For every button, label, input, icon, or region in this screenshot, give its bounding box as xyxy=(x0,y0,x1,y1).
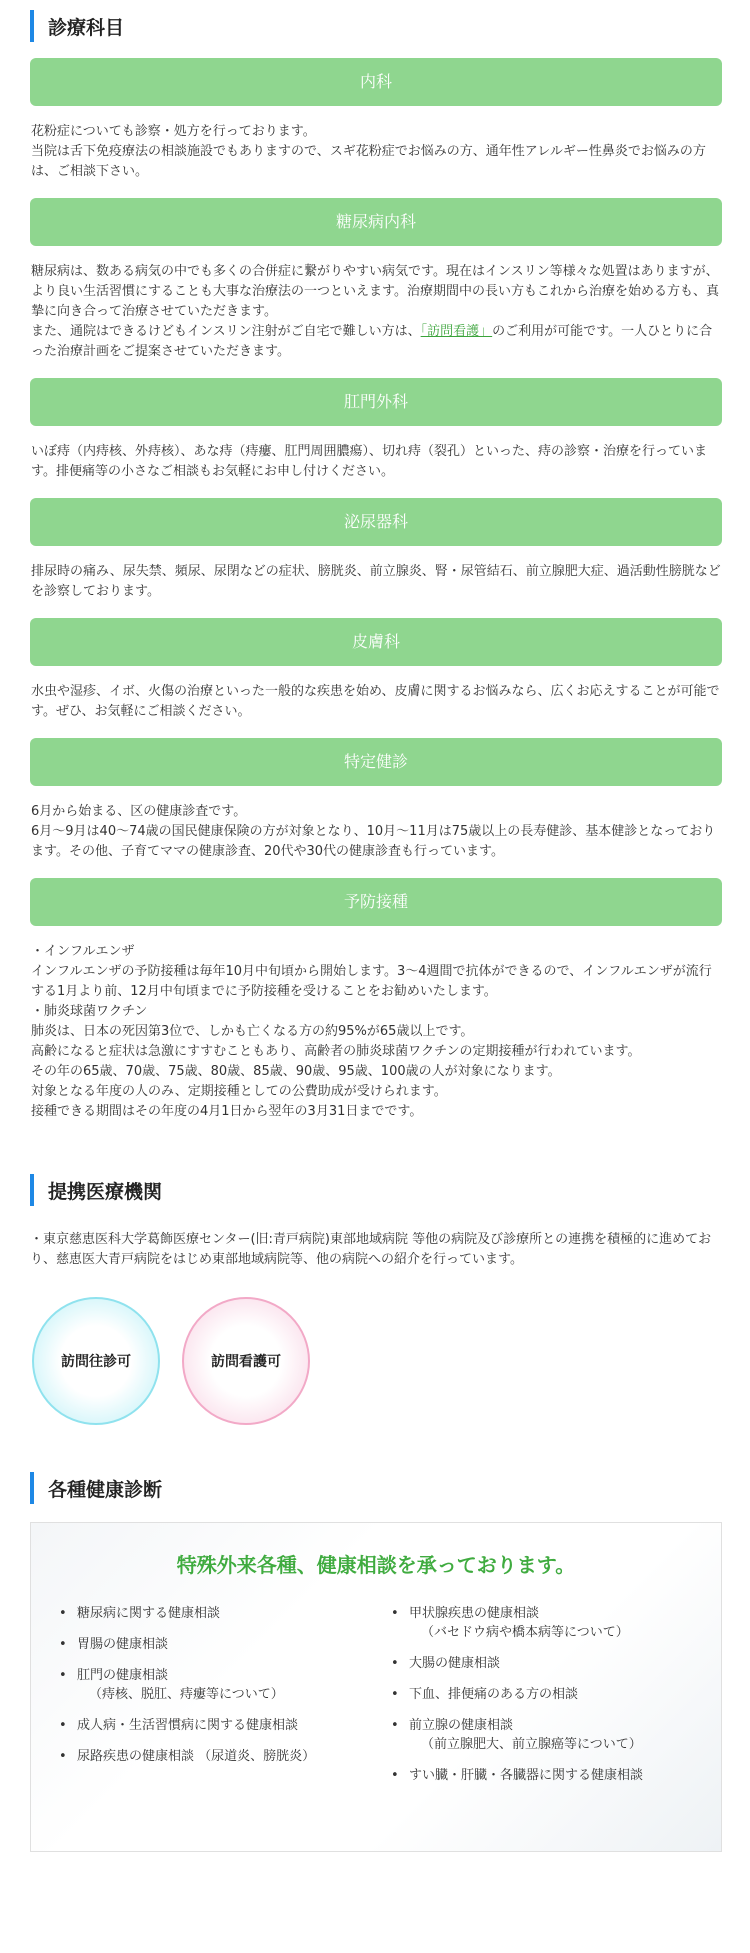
home-visit-badge-label: 訪問往診可 xyxy=(61,1354,131,1370)
dept-desc-line: 肺炎は、日本の死因第3位で、しかも亡くなる方の約95%が65歳以上です。 xyxy=(31,1024,474,1039)
dept-desc-line: 水虫や湿疹、イボ、火傷の治療といった一般的な疾患を始め、皮膚に関するお悩みなら、広くお応えすることが可能です。ぜひ、お気軽にご相談ください。 xyxy=(31,684,720,719)
dept-bar-proctology: 肛門外科 xyxy=(30,378,722,426)
dept-desc-line: 接種できる期間はその年度の4月1日から翌年の3月31日までです。 xyxy=(31,1104,423,1119)
list-item xyxy=(57,1635,389,1654)
checkup-column-left xyxy=(57,1604,389,1797)
checkup-columns xyxy=(31,1604,721,1797)
dept-desc-line: ・インフルエンザ xyxy=(31,944,135,959)
list-item-text: 前立腺の健康相談 xyxy=(409,1718,514,1733)
section-heading-departments: 診療科目 xyxy=(30,10,722,42)
dept-desc-line: 糖尿病は、数ある病気の中でも多くの合併症に繋がりやすい病気です。現在はインスリン等様々な処置はありますが、より良い生活習慣にすることも大事な治療法の一つといえます。治療期間中の長い方もこれから治療を始める方も、真摯に向き合って治療させていただきます。 xyxy=(31,264,719,319)
list-item xyxy=(57,1747,389,1766)
checkup-list-left xyxy=(57,1604,389,1766)
page xyxy=(0,10,750,1953)
home-nursing-badge-label: 訪問看護可 xyxy=(211,1354,281,1370)
list-item-text: 甲状腺疾患の健康相談 xyxy=(409,1606,540,1621)
dept-desc-line: 6月から始まる、区の健康診査です。 xyxy=(31,804,247,819)
dept-desc-line: 高齢になると症状は急激にすすむこともあり、高齢者の肺炎球菌ワクチンの定期接種が行われています。 xyxy=(31,1044,641,1059)
dept-desc-line: インフルエンザの予防接種は毎年10月中旬頃から開始します。3〜4週間で抗体ができるので、インフルエンザが流行する1月より前、12月中旬頃までに予防接種を受けることをお勧めいたします。 xyxy=(31,964,712,999)
list-item-sub: （前立腺肥大、前立腺癌等について） xyxy=(421,1737,642,1752)
checkup-column-right xyxy=(389,1604,721,1797)
list-item-text: 糖尿病に関する健康相談 xyxy=(77,1606,221,1621)
dept-desc-text: のご利用が可能です。一人ひとりに合った治療計画をご提案させていただきます。 xyxy=(31,324,713,359)
dept-desc-line: 排尿時の痛み、尿失禁、頻尿、尿閉などの症状、膀胱炎、前立腺炎、腎・尿管結石、前立腺肥大症、過活動性膀胱などを診察しております。 xyxy=(31,564,721,599)
dept-desc-line: 花粉症についても診察・処方を行っております。 xyxy=(31,124,316,139)
service-badges xyxy=(30,1296,722,1426)
partner-institutions-text: ・東京慈恵医科大学葛飾医療センター(旧:青戸病院)東部地域病院 等他の病院及び診療所との連携を積極的に進めており、慈恵医大青戸病院をはじめ東部地域病院等、他の病院への紹介を行っています。 xyxy=(30,1232,712,1267)
list-item xyxy=(389,1685,721,1704)
dept-desc-line: その年の65歳、70歳、75歳、80歳、85歳、90歳、95歳、100歳の人が対象になります。 xyxy=(31,1064,561,1079)
dept-desc-line: いぼ痔（内痔核、外痔核）、あな痔（痔瘻、肛門周囲膿瘍）、切れ痔（裂孔）といった、痔の診察・治療を行っています。排便痛等の小さなご相談もお気軽にお申し付けください。 xyxy=(31,444,708,479)
list-item-text: 肛門の健康相談 xyxy=(77,1668,169,1683)
home-nursing-link[interactable]: 「訪問看護」 xyxy=(420,324,493,339)
dept-desc-text: また、通院はできるけどもインスリン注射がご自宅で難しい方は、 xyxy=(31,324,421,339)
list-item xyxy=(389,1604,721,1642)
list-item-text: 尿路疾患の健康相談 （尿道炎、膀胱炎） xyxy=(77,1749,316,1764)
list-item-text: 下血、排便痛のある方の相談 xyxy=(409,1687,579,1702)
list-item-text: すい臓・肝臓・各臓器に関する健康相談 xyxy=(409,1768,644,1783)
list-item xyxy=(389,1766,721,1785)
dept-bar-internal-medicine: 内科 xyxy=(30,58,722,106)
list-item-text: 胃腸の健康相談 xyxy=(77,1637,169,1652)
list-item-text: 成人病・生活習慣病に関する健康相談 xyxy=(77,1718,299,1733)
section-heading-checkups: 各種健康診断 xyxy=(30,1472,722,1504)
dept-bar-diabetes: 糖尿病内科 xyxy=(30,198,722,246)
checkup-title: 特殊外来各種、健康相談を承っております。 xyxy=(176,1553,576,1577)
dept-desc-dermatology xyxy=(30,682,722,722)
section-heading-partners: 提携医療機関 xyxy=(30,1174,722,1206)
dept-desc-diabetes xyxy=(30,262,722,362)
checkup-list-right xyxy=(389,1604,721,1785)
list-item-text: 大腸の健康相談 xyxy=(409,1656,501,1671)
list-item-sub: （痔核、脱肛、痔瘻等について） xyxy=(89,1687,284,1702)
dept-bar-urology: 泌尿器科 xyxy=(30,498,722,546)
dept-desc-line: ・肺炎球菌ワクチン xyxy=(31,1004,148,1019)
list-item xyxy=(57,1716,389,1735)
dept-desc-vaccination xyxy=(30,942,722,1122)
list-item-sub: （バセドウ病や橋本病等について） xyxy=(421,1625,629,1640)
dept-desc-proctology xyxy=(30,442,722,482)
dept-bar-vaccination: 予防接種 xyxy=(30,878,722,926)
dept-desc-line: 当院は舌下免疫療法の相談施設でもありますので、スギ花粉症でお悩みの方、通年性アレルギー性鼻炎でお悩みの方は、ご相談下さい。 xyxy=(31,144,706,179)
dept-desc-urology xyxy=(30,562,722,602)
list-item xyxy=(57,1666,389,1704)
dept-bar-specific-checkup: 特定健診 xyxy=(30,738,722,786)
dept-bar-dermatology: 皮膚科 xyxy=(30,618,722,666)
dept-desc-line xyxy=(31,322,722,362)
dept-desc-internal-medicine xyxy=(30,122,722,182)
home-nursing-badge xyxy=(182,1297,310,1425)
list-item xyxy=(389,1654,721,1673)
dept-desc-line: 対象となる年度の人のみ、定期接種としての公費助成が受けられます。 xyxy=(31,1084,447,1099)
list-item xyxy=(57,1604,389,1623)
list-item xyxy=(389,1716,721,1754)
checkup-panel xyxy=(30,1522,722,1852)
dept-desc-line: 6月〜9月は40〜74歳の国民健康保険の方が対象となり、10月〜11月は75歳以上の長寿健診、基本健診となっております。その他、子育てママの健康診査、20代や30代の健康診査も行っています。 xyxy=(31,824,716,859)
dept-desc-specific-checkup xyxy=(30,802,722,862)
home-visit-badge xyxy=(32,1297,160,1425)
